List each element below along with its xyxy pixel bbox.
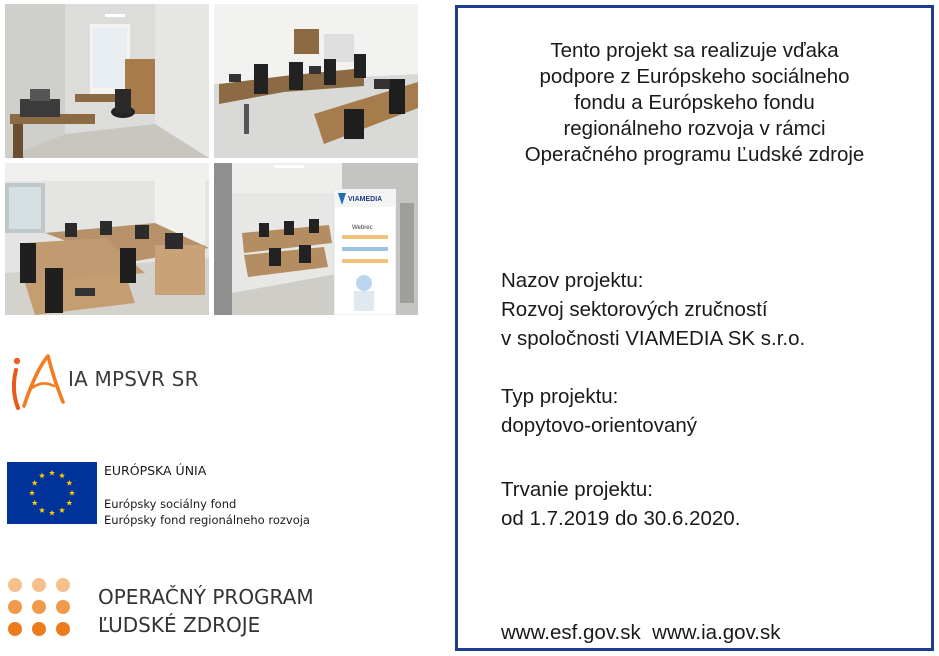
project-type-block bbox=[501, 382, 697, 440]
project-intro bbox=[458, 38, 931, 168]
project-duration-label: Trvanie projektu: bbox=[501, 478, 653, 501]
ia-logo-text: IA MPSVR SR bbox=[68, 367, 199, 391]
photo-classroom-banner bbox=[214, 163, 418, 315]
project-type-label: Typ projektu: bbox=[501, 385, 619, 408]
banner-word-text: Webrec bbox=[352, 225, 373, 231]
photo-office-2 bbox=[214, 4, 418, 158]
intro-line: Operačného programu Ľudské zdroje bbox=[524, 143, 865, 166]
project-name-label: Nazov projektu: bbox=[501, 269, 644, 292]
project-info-box bbox=[455, 5, 934, 651]
project-name-block bbox=[501, 266, 805, 353]
op-title-line1: OPERAČNÝ PROGRAM bbox=[98, 585, 314, 609]
photo-classroom-1 bbox=[5, 163, 209, 315]
intro-line: fondu a Európskeho fondu bbox=[574, 91, 815, 114]
website-links[interactable]: www.esf.gov.sk www.ia.gov.sk bbox=[501, 621, 781, 644]
op-dots-icon bbox=[6, 577, 72, 639]
op-title-line2: ĽUDSKÉ ZDROJE bbox=[98, 613, 261, 637]
intro-line: regionálneho rozvoja v rámci bbox=[563, 117, 826, 140]
project-duration-block bbox=[501, 475, 740, 533]
photo-office-1 bbox=[5, 4, 209, 158]
ia-logo-icon bbox=[8, 350, 68, 412]
intro-line: Tento projekt sa realizuje vďaka bbox=[550, 39, 839, 62]
project-name-line2: v spoločnosti VIAMEDIA SK s.r.o. bbox=[501, 327, 806, 350]
project-name-line1: Rozvoj sektorových zručností bbox=[501, 298, 768, 321]
eu-flag-icon bbox=[7, 462, 97, 524]
banner-brand-text: VIAMEDIA bbox=[348, 196, 383, 203]
eu-esf-text: Európsky sociálny fond bbox=[104, 497, 237, 511]
project-duration-value: od 1.7.2019 do 30.6.2020. bbox=[501, 507, 741, 530]
project-type-value: dopytovo-orientovaný bbox=[501, 414, 698, 437]
eu-erdf-text: Európsky fond regionálneho rozvoja bbox=[104, 513, 310, 527]
intro-line: podpore z Európskeho sociálneho bbox=[539, 65, 850, 88]
eu-title: EURÓPSKA ÚNIA bbox=[104, 463, 207, 478]
